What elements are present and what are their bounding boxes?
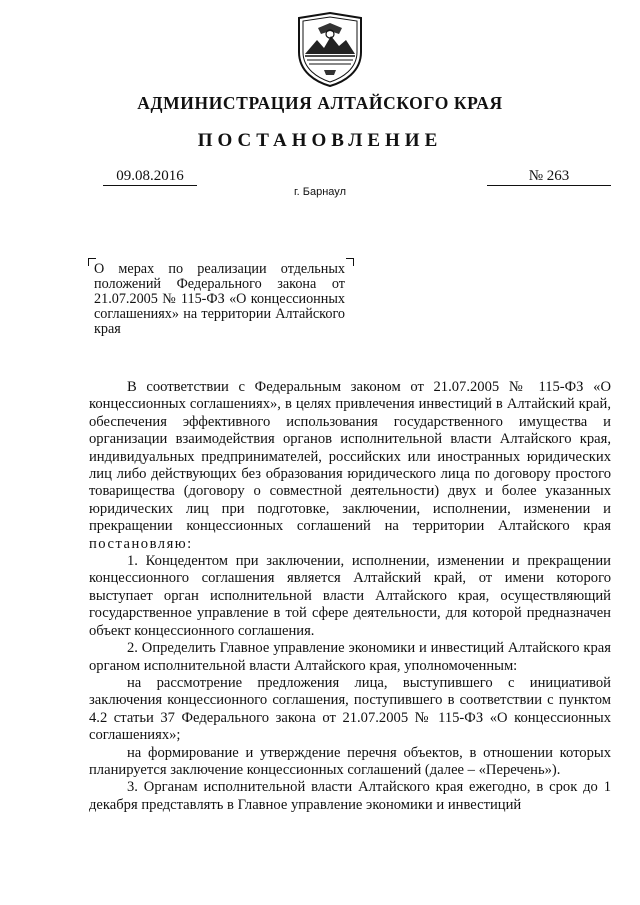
preamble xyxy=(89,379,611,553)
paragraph-2b: на формирование и утверждение перечня объектов, в отношении которых планируется заключение концессионных соглашений (далее – «Перечень»). xyxy=(89,744,611,778)
organization-name: АДМИНИСТРАЦИЯ АЛТАЙСКОГО КРАЯ xyxy=(137,93,503,113)
subject-bracket-right xyxy=(346,258,354,266)
document-type: ПОСТАНОВЛЕНИЕ xyxy=(197,130,443,151)
document-body xyxy=(89,379,611,814)
resolves-word: постановляю: xyxy=(89,535,193,552)
paragraph-1: 1. Концедентом при заключении, исполнении, изменении и прекращении концессионного соглашения является Алтайский край, от имени которого выступает орган исполнительной власти Алтайского края, осуществляющий государственное управление в той сфере деятельности, для которой предназначен объект концессионного соглашения. xyxy=(89,553,611,639)
paragraph-2a: на рассмотрение предложения лица, выступившего с инициативой заключения концессионного соглашения, поступившего в соответствии с пунктом 4.2 статьи 37 Федерального закона от 21.07.2005 № 115-ФЗ «О концессионных соглашениях»; xyxy=(89,674,611,744)
document-subject: О мерах по реализации отдельных положений Федерального закона от 21.07.2005 № 115-ФЗ «О концессионных соглашениях» на территории Алтайского края xyxy=(94,261,345,337)
document-date: 09.08.2016 xyxy=(103,167,197,186)
paragraph-2: 2. Определить Главное управление экономики и инвестиций Алтайского края органом исполнительной власти Алтайского края, уполномоченным: xyxy=(89,640,611,674)
document-number: № 263 xyxy=(487,167,611,186)
paragraph-3: 3. Органам исполнительной власти Алтайского края ежегодно, в срок до 1 декабря представлять в Главное управление экономики и инвестиций xyxy=(89,779,611,813)
coat-of-arms-icon xyxy=(291,10,369,88)
preamble-text: В соответствии с Федеральным законом от 21.07.2005 № 115-ФЗ «О концессионных соглашениях», в целях привлечения инвестиций в Алтайский край, обеспечения эффективного использования государственного имущества и организации взаимодействия органов исполнительной власти Алтайского края, индивидуальных предпринимателей, российских или иностранных юридических лиц либо действующих без образования юридического лица по договору простого товарищества (договору о совместной деятельности) двух и более указанных юридических лиц при подготовке, заключении, исполнении, изменении и прекращении концессионных соглашений на территории Алтайского края xyxy=(89,379,611,535)
city: г. Барнаул xyxy=(294,186,346,198)
